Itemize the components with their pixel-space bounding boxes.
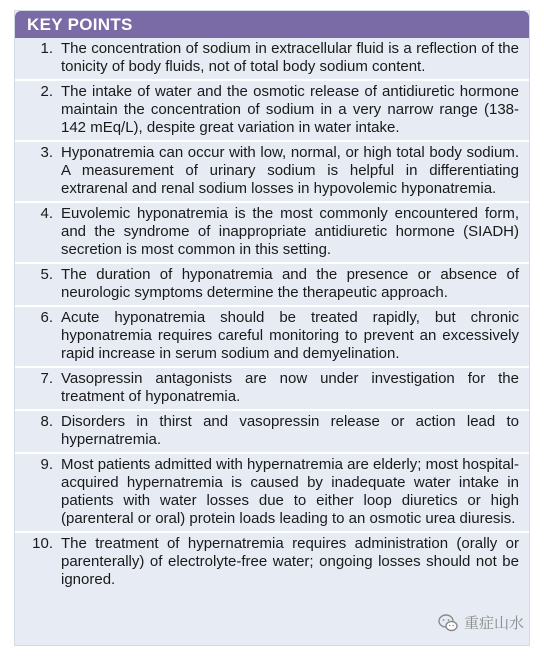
item-number: 1. xyxy=(40,40,53,57)
list-item xyxy=(15,454,529,533)
item-text: The treatment of hypernatremia requires administration (orally or parenterally) of electrolyte-free water; ongoing losses should not be ignored. xyxy=(61,535,519,588)
item-text: Vasopressin antagonists are now under investigation for the treatment of hyponatremia. xyxy=(61,370,519,405)
item-number: 6. xyxy=(40,309,53,326)
list-item xyxy=(15,203,529,264)
item-number: 2. xyxy=(40,83,53,100)
list-item xyxy=(15,142,529,203)
list-item xyxy=(15,81,529,142)
list-item xyxy=(15,368,529,411)
item-number: 10. xyxy=(32,535,53,552)
item-text: The intake of water and the osmotic release of antidiuretic hormone maintain the concentration of sodium in a very narrow range (138-142 mEq/L), despite great variation in water intake. xyxy=(61,83,519,136)
list-item xyxy=(15,307,529,368)
watermark-text: 重症山水 xyxy=(463,615,524,632)
item-text: Most patients admitted with hypernatremia are elderly; most hospital-acquired hypernatremia is caused by inadequate water intake in patients with water losses due to either loop diuretics or high (parenteral or oral) protein loads leading to an osmotic urea diuresis. xyxy=(61,456,519,527)
item-text: Disorders in thirst and vasopressin release or action lead to hypernatremia. xyxy=(61,413,519,448)
list-item xyxy=(15,38,529,81)
item-number: 4. xyxy=(40,205,53,222)
item-number: 3. xyxy=(40,144,53,161)
item-text: Acute hyponatremia should be treated rapidly, but chronic hyponatremia requires careful monitoring to prevent an excessively rapid increase in serum sodium and demyelination. xyxy=(61,309,519,362)
item-text: Hyponatremia can occur with low, normal, or high total body sodium. A measurement of urinary sodium is helpful in differentiating extrarenal and renal sodium losses in hypovolemic hyponatremia. xyxy=(61,144,519,197)
list-item xyxy=(15,533,529,592)
key-points-list xyxy=(15,38,529,592)
watermark xyxy=(438,612,524,633)
item-text: The concentration of sodium in extracellular fluid is a reflection of the tonicity of body fluids, not of total body sodium content. xyxy=(61,40,519,75)
list-item xyxy=(15,411,529,454)
key-points-box xyxy=(14,10,530,646)
item-text: Euvolemic hyponatremia is the most commonly encountered form, and the syndrome of inappropriate antidiuretic hormone (SIADH) secretion is most common in this setting. xyxy=(61,205,519,258)
item-number: 9. xyxy=(40,456,53,473)
item-number: 5. xyxy=(40,266,53,283)
list-item xyxy=(15,264,529,307)
key-points-header: KEY POINTS xyxy=(15,11,529,38)
item-text: The duration of hyponatremia and the presence or absence of neurologic symptoms determine the therapeutic approach. xyxy=(61,266,519,301)
wechat-icon xyxy=(438,613,458,633)
item-number: 8. xyxy=(40,413,53,430)
item-number: 7. xyxy=(40,370,53,387)
